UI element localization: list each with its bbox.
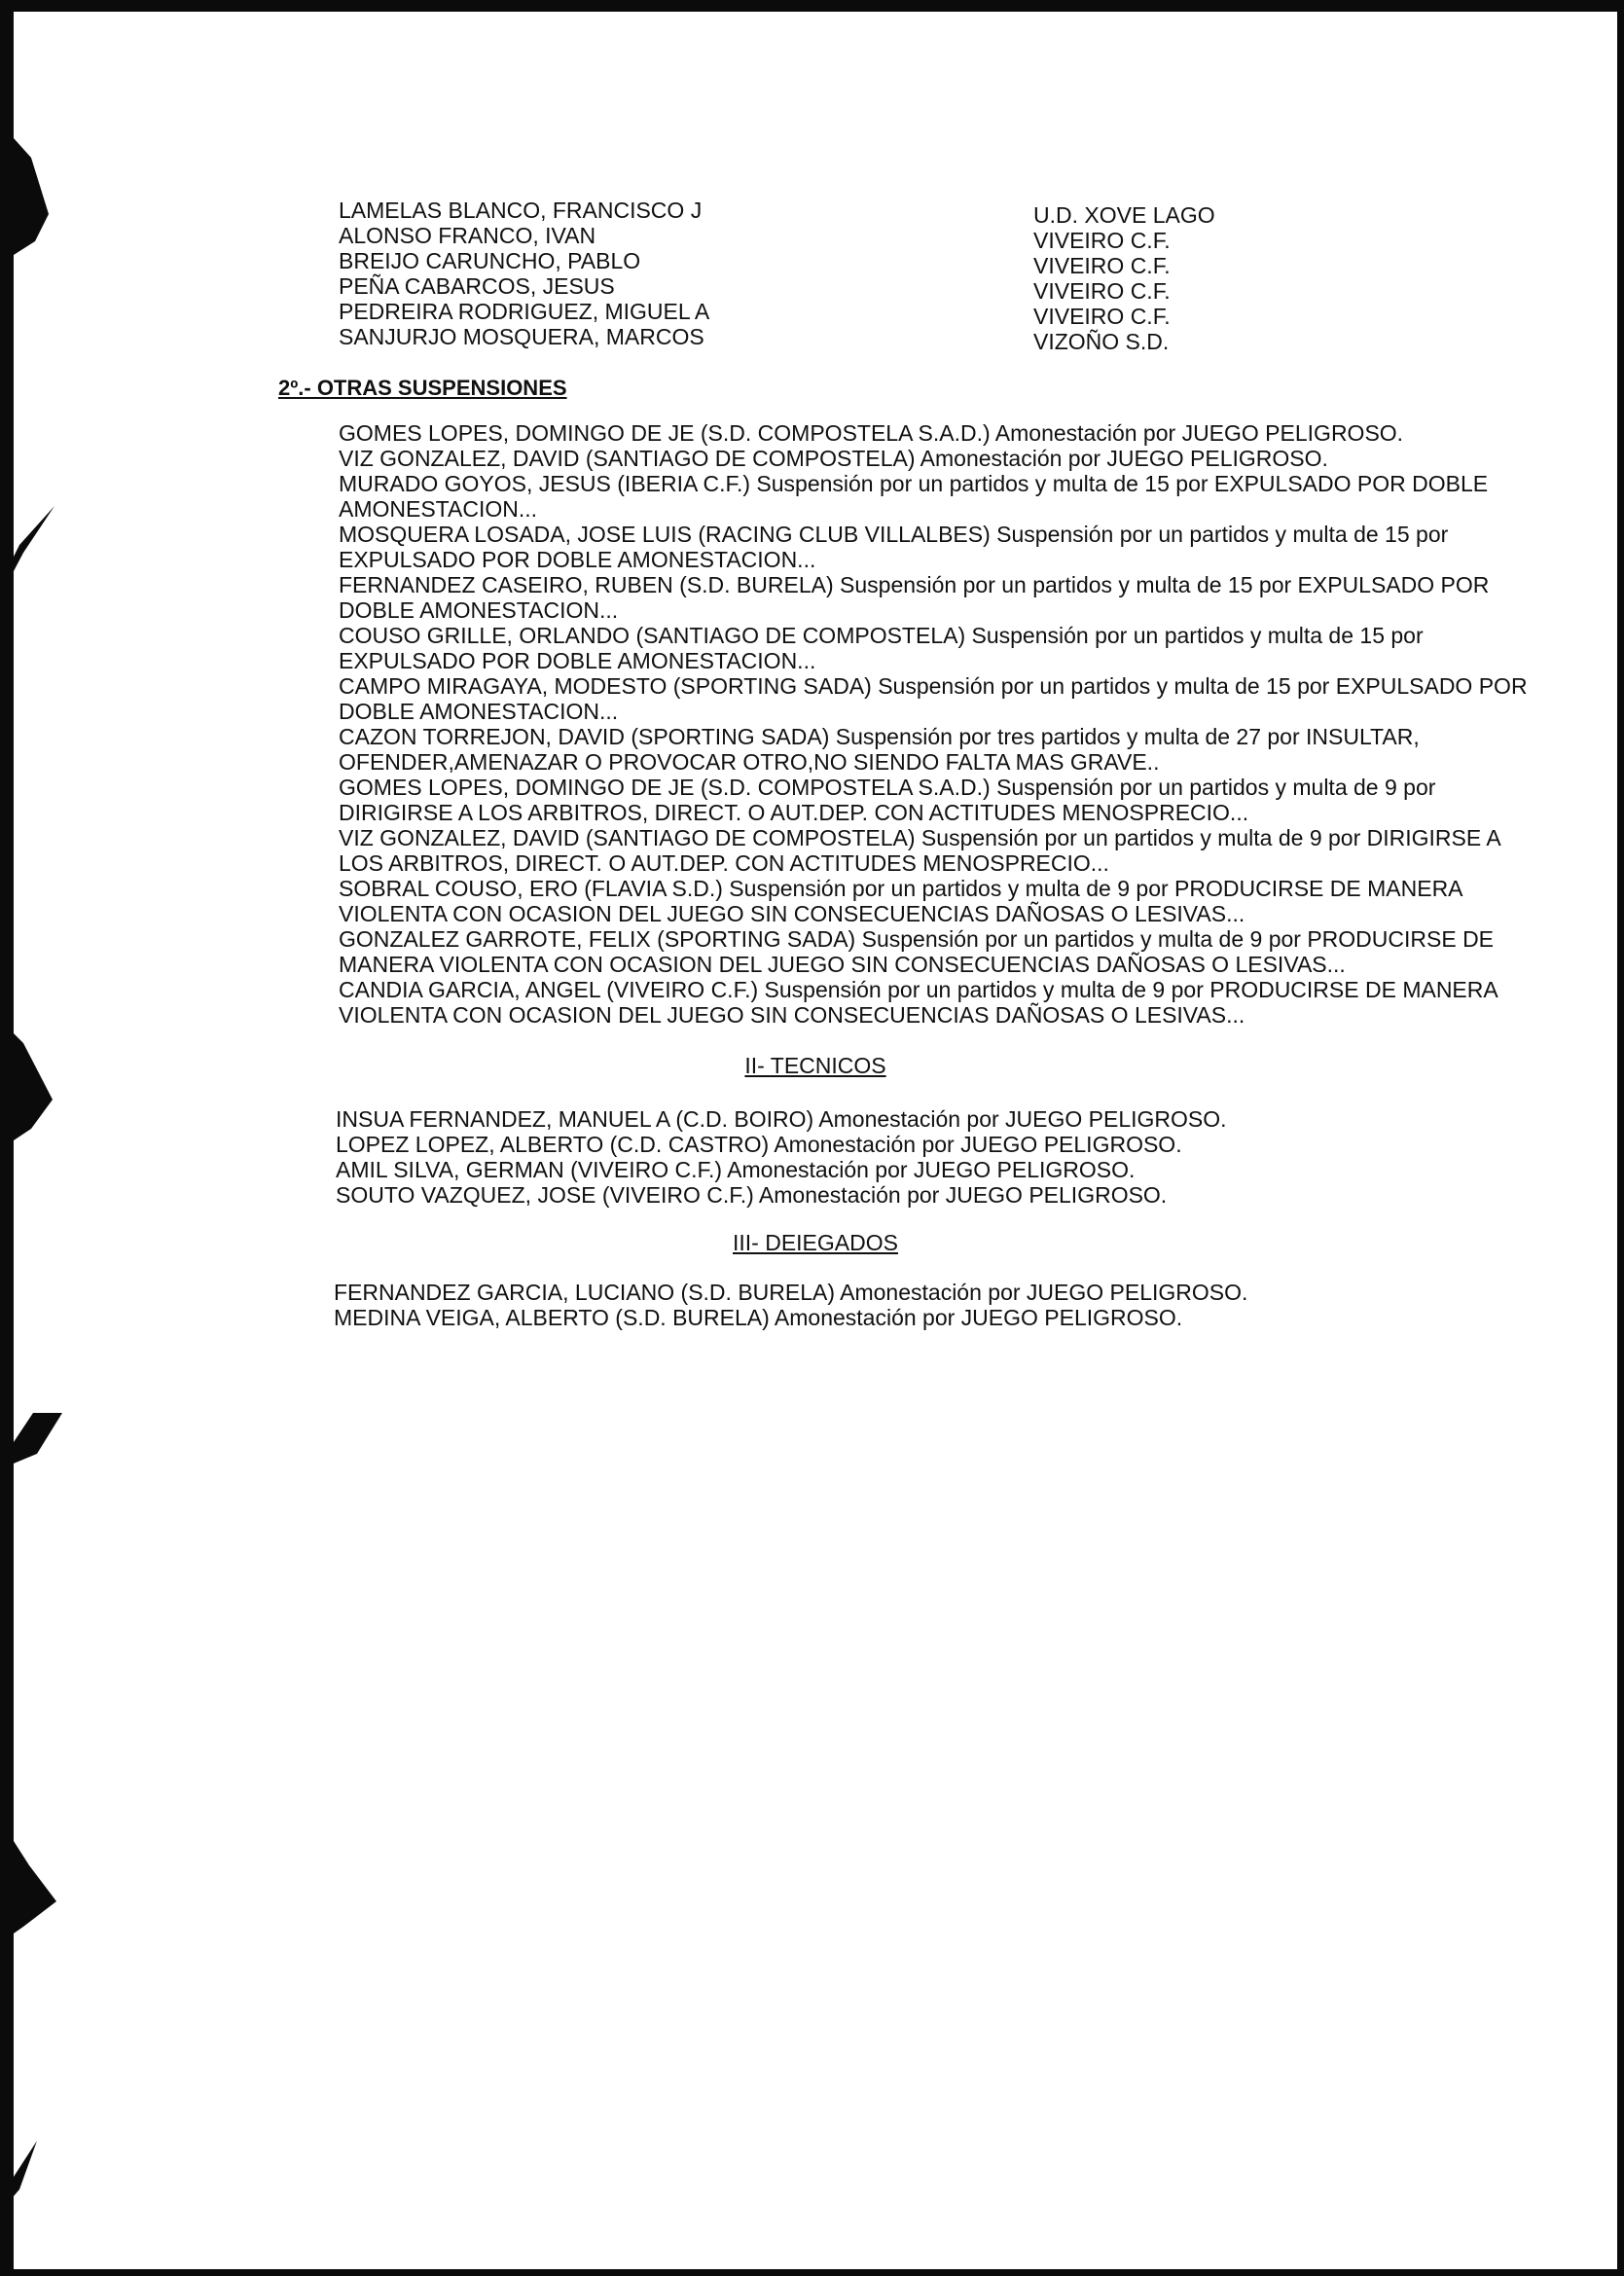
player-name: ALONSO FRANCO, IVAN <box>339 223 596 248</box>
suspension-line: EXPULSADO POR DOBLE AMONESTACION... <box>339 648 816 673</box>
suspension-line: EXPULSADO POR DOBLE AMONESTACION... <box>339 547 816 572</box>
torn-edge-graphic <box>14 12 91 2269</box>
tecnico-line: LOPEZ LOPEZ, ALBERTO (C.D. CASTRO) Amonestación por JUEGO PELIGROSO. <box>336 1132 1182 1157</box>
tecnico-line: AMIL SILVA, GERMAN (VIVEIRO C.F.) Amonestación por JUEGO PELIGROSO. <box>336 1157 1136 1182</box>
player-names-column <box>339 198 709 349</box>
suspension-line: COUSO GRILLE, ORLANDO (SANTIAGO DE COMPOSTELA) Suspensión por un partidos y multa de 15 por <box>339 623 1424 648</box>
player-team: U.D. XOVE LAGO <box>1033 202 1215 228</box>
suspension-line: VIOLENTA CON OCASION DEL JUEGO SIN CONSECUENCIAS DAÑOSAS O LESIVAS... <box>339 1002 1245 1028</box>
player-team: VIZOÑO S.D. <box>1033 329 1170 354</box>
suspension-line: MOSQUERA LOSADA, JOSE LUIS (RACING CLUB VILLALBES) Suspensión por un partidos y multa de 15 por <box>339 522 1449 547</box>
suspension-line: VIZ GONZALEZ, DAVID (SANTIAGO DE COMPOSTELA) Suspensión por un partidos y multa de 9 por DIRIGIRSE A <box>339 825 1501 850</box>
suspension-line: OFENDER,AMENAZAR O PROVOCAR OTRO,NO SIENDO FALTA MAS GRAVE.. <box>339 749 1160 775</box>
player-name: LAMELAS BLANCO, FRANCISCO J <box>339 198 703 223</box>
suspensions-list <box>339 420 1528 1028</box>
player-name: SANJURJO MOSQUERA, MARCOS <box>339 324 704 349</box>
player-teams-column <box>1033 202 1215 354</box>
suspension-line: MANERA VIOLENTA CON OCASION DEL JUEGO SIN CONSECUENCIAS DAÑOSAS O LESIVAS... <box>339 952 1346 977</box>
suspension-line: DOBLE AMONESTACION... <box>339 597 619 623</box>
player-team: VIVEIRO C.F. <box>1033 304 1171 329</box>
delegado-line: MEDINA VEIGA, ALBERTO (S.D. BURELA) Amonestación por JUEGO PELIGROSO. <box>334 1305 1183 1330</box>
suspension-line: DOBLE AMONESTACION... <box>339 699 619 724</box>
suspension-line: GOMES LOPES, DOMINGO DE JE (S.D. COMPOSTELA S.A.D.) Suspensión por un partidos y multa de 9 por <box>339 775 1436 800</box>
player-team: VIVEIRO C.F. <box>1033 228 1171 253</box>
suspension-line: VIOLENTA CON OCASION DEL JUEGO SIN CONSECUENCIAS DAÑOSAS O LESIVAS... <box>339 901 1245 926</box>
tecnico-line: SOUTO VAZQUEZ, JOSE (VIVEIRO C.F.) Amonestación por JUEGO PELIGROSO. <box>336 1182 1168 1208</box>
document-page <box>14 12 1617 2269</box>
tecnico-line: INSUA FERNANDEZ, MANUEL A (C.D. BOIRO) Amonestación por JUEGO PELIGROSO. <box>336 1106 1227 1132</box>
player-name: PEDREIRA RODRIGUEZ, MIGUEL A <box>339 299 710 324</box>
player-name: BREIJO CARUNCHO, PABLO <box>339 248 641 273</box>
delegados-list <box>334 1280 1247 1330</box>
player-name: PEÑA CABARCOS, JESUS <box>339 273 615 299</box>
suspension-line: CAMPO MIRAGAYA, MODESTO (SPORTING SADA) Suspensión por un partidos y multa de 15 por EXPULSADO POR <box>339 673 1528 699</box>
tecnicos-list <box>336 1106 1227 1208</box>
suspension-line: GONZALEZ GARROTE, FELIX (SPORTING SADA) Suspensión por un partidos y multa de 9 por PRODUCIRSE DE <box>339 926 1495 952</box>
delegado-line: FERNANDEZ GARCIA, LUCIANO (S.D. BURELA) Amonestación por JUEGO PELIGROSO. <box>334 1280 1248 1305</box>
suspension-line: CAZON TORREJON, DAVID (SPORTING SADA) Suspensión por tres partidos y multa de 27 por INSULTAR, <box>339 724 1420 749</box>
suspension-line: AMONESTACION... <box>339 496 538 522</box>
section-heading-tecnicos: II- TECNICOS <box>744 1053 886 1078</box>
suspension-line: DIRIGIRSE A LOS ARBITROS, DIRECT. O AUT.DEP. CON ACTITUDES MENOSPRECIO... <box>339 800 1249 825</box>
suspension-line: VIZ GONZALEZ, DAVID (SANTIAGO DE COMPOSTELA) Amonestación por JUEGO PELIGROSO. <box>339 446 1328 471</box>
player-team: VIVEIRO C.F. <box>1033 278 1171 304</box>
section-heading-otras-suspensiones: 2º.- OTRAS SUSPENSIONES <box>278 376 567 400</box>
suspension-line: FERNANDEZ CASEIRO, RUBEN (S.D. BURELA) Suspensión por un partidos y multa de 15 por EXPULSADO POR <box>339 572 1490 597</box>
player-team: VIVEIRO C.F. <box>1033 253 1171 278</box>
suspension-line: GOMES LOPES, DOMINGO DE JE (S.D. COMPOSTELA S.A.D.) Amonestación por JUEGO PELIGROSO. <box>339 420 1404 446</box>
suspension-line: SOBRAL COUSO, ERO (FLAVIA S.D.) Suspensión por un partidos y multa de 9 por PRODUCIRSE DE MANERA <box>339 876 1463 901</box>
suspension-line: MURADO GOYOS, JESUS (IBERIA C.F.) Suspensión por un partidos y multa de 15 por EXPULSADO POR DOBLE <box>339 471 1489 496</box>
suspension-line: CANDIA GARCIA, ANGEL (VIVEIRO C.F.) Suspensión por un partidos y multa de 9 por PRODUCIRSE DE MANERA <box>339 977 1498 1002</box>
suspension-line: LOS ARBITROS, DIRECT. O AUT.DEP. CON ACTITUDES MENOSPRECIO... <box>339 850 1109 876</box>
section-heading-delegados: III- DEIEGADOS <box>733 1230 898 1255</box>
